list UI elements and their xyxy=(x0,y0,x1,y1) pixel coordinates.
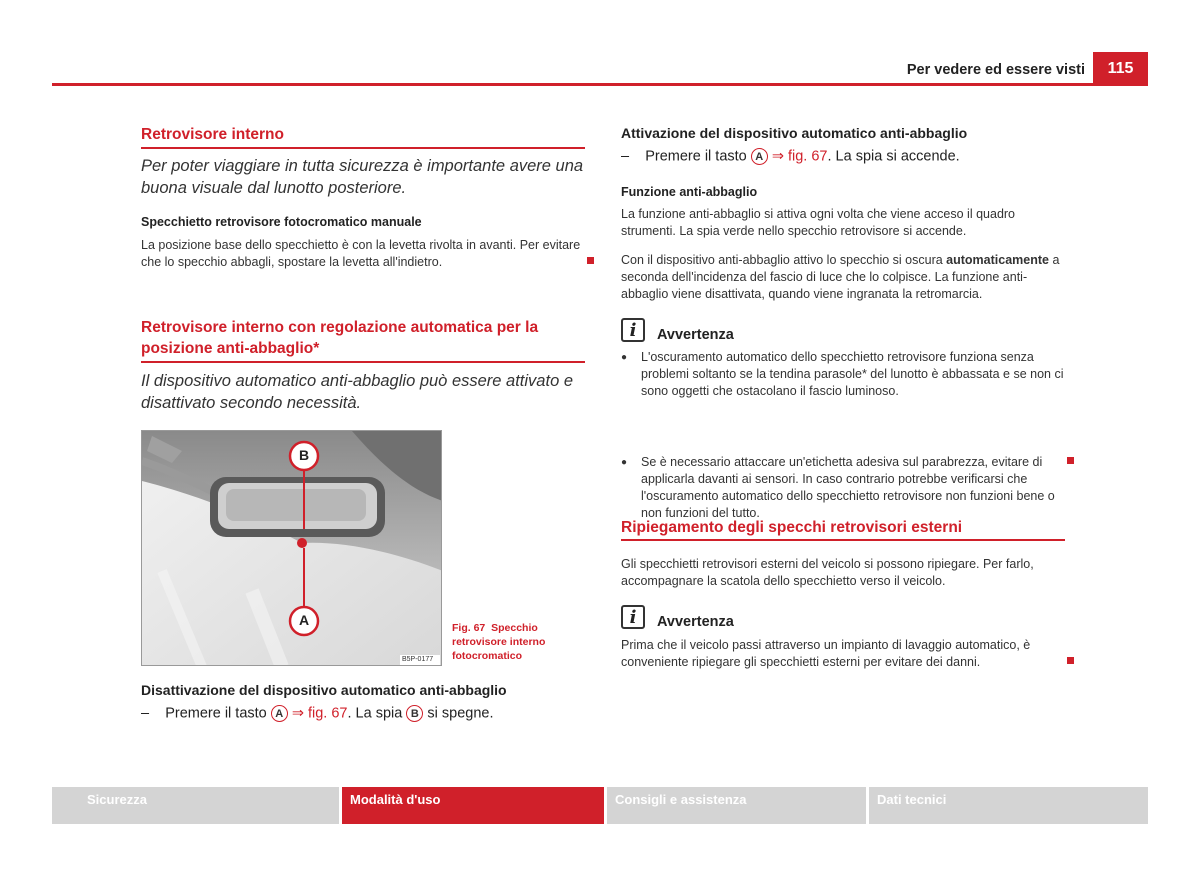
subheading-disattivazione: Disattivazione del dispositivo automatico anti-abbaglio xyxy=(141,682,507,698)
bold-text: automaticamente xyxy=(946,253,1049,267)
section-title-anti-abbaglio: Retrovisore interno con regolazione automatica per la posizione anti-abbaglio* xyxy=(141,319,539,357)
section-title-retrovisore-interno: Retrovisore interno xyxy=(141,126,284,143)
figure-reference-link[interactable]: ⇒ fig. 67 xyxy=(771,148,828,165)
section-rule xyxy=(621,539,1065,541)
figure-caption xyxy=(452,621,584,663)
page-number: 115 xyxy=(1093,52,1148,86)
paragraph: Gli specchietti retrovisori esterni del veicolo si possono ripiegare. Per farlo, accompagnare la scatola dello specchietto verso il veicolo. xyxy=(621,557,1034,588)
list-item: ● L'oscuramento automatico dello specchietto retrovisore funziona senza problemi soltanto se la tendina parasole* del lunotto è abbassata e se non ci sono oggetti che ostacolano il fascio luminoso. xyxy=(621,349,1065,400)
end-marker xyxy=(1067,657,1074,664)
step-text: Premere il tasto xyxy=(165,705,267,722)
step-text: . La spia si accende. xyxy=(827,148,960,165)
callout-b-label: B xyxy=(298,447,310,463)
end-marker xyxy=(1067,457,1074,464)
paragraph: La posizione base dello specchietto è con la levetta rivolta in avanti. Per evitare che lo specchio abbagli, spostare la levetta all'indietro. xyxy=(141,238,581,269)
step-disattivazione xyxy=(141,705,601,722)
footer-tab-sicurezza[interactable]: Sicurezza xyxy=(52,787,339,824)
figure-mirror xyxy=(141,430,442,666)
section-lead: Per poter viaggiare in tutta sicurezza è importante avere una buona visuale dal lunotto posteriore. xyxy=(141,157,584,197)
info-icon: i xyxy=(621,605,645,629)
step-text: . La spia xyxy=(347,705,403,722)
button-a-symbol: A xyxy=(751,148,768,165)
footer-tab-consigli-assistenza[interactable]: Consigli e assistenza xyxy=(607,787,866,824)
text: Con il dispositivo anti-abbaglio attivo lo specchio si oscura xyxy=(621,253,947,267)
paragraph: La funzione anti-abbaglio si attiva ogni volta che viene acceso il quadro strumenti. La spia verde nello specchio retrovisore si accende. xyxy=(621,207,1016,238)
footer-tab-modalita-uso[interactable]: Modalità d'uso xyxy=(342,787,604,824)
section-rule xyxy=(141,147,585,149)
text: a seconda dell'incidenza del fascio di luce che lo colpisce. La funzione anti-abbaglio viene disattivata, quando viene ingranata la retromarcia. xyxy=(621,253,1060,301)
figure-caption-text: Specchio retrovisore interno fotocromatico xyxy=(452,622,546,662)
figure-reference-link[interactable]: ⇒ fig. 67 xyxy=(291,705,348,722)
running-header: Per vedere ed essere visti xyxy=(906,62,1085,78)
callout-a-label: A xyxy=(298,612,310,628)
subheading-attivazione: Attivazione del dispositivo automatico anti-abbaglio xyxy=(621,125,968,141)
subheading: Specchietto retrovisore fotocromatico manuale xyxy=(141,215,422,229)
section-lead: Il dispositivo automatico anti-abbaglio può essere attivato e disattivato secondo necessità. xyxy=(141,372,574,412)
mirror-illustration xyxy=(142,431,442,666)
warning-title: Avvertenza xyxy=(657,614,734,630)
end-marker xyxy=(587,257,594,264)
lamp-b-symbol: B xyxy=(406,705,423,722)
header-rule xyxy=(52,83,1148,86)
info-icon: i xyxy=(621,318,645,342)
footer-tab-dati-tecnici[interactable]: Dati tecnici xyxy=(869,787,1148,824)
button-a-symbol: A xyxy=(271,705,288,722)
subheading-funzione: Funzione anti-abbaglio xyxy=(621,185,758,199)
step-dash: – xyxy=(621,148,630,165)
section-title-ripiegamento: Ripiegamento degli specchi retrovisori esterni xyxy=(621,519,963,536)
step-attivazione xyxy=(621,148,1081,165)
paragraph xyxy=(621,252,1066,303)
list-item: ● Se è necessario attaccare un'etichetta adesiva sul parabrezza, evitare di applicarla davanti ai sensori. In caso contrario potrebbe verificarsi che l'oscuramento automatico dello specchietto retrovisore non funzioni bene o non funzioni del tutto. xyxy=(621,454,1065,522)
section-rule xyxy=(141,361,585,363)
step-text: Premere il tasto xyxy=(645,148,747,165)
warning-title: Avvertenza xyxy=(657,327,734,343)
figure-code: B5P-0177 xyxy=(402,656,434,663)
step-dash: – xyxy=(141,705,150,722)
figure-number: Fig. 67 xyxy=(452,622,486,634)
paragraph: Prima che il veicolo passi attraverso un impianto di lavaggio automatico, è conveniente ripiegare gli specchietti esterni per evitare dei danni. xyxy=(621,638,1031,669)
step-text: si spegne. xyxy=(427,705,494,722)
